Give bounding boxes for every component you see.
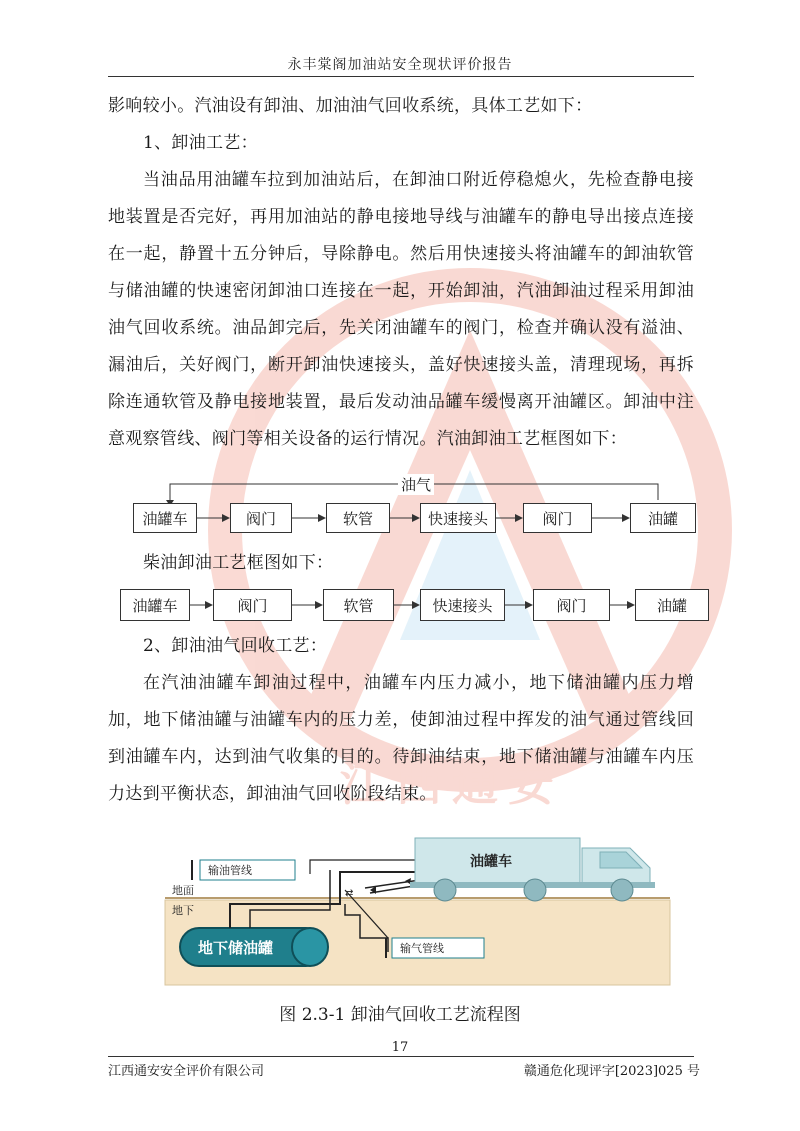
diesel-intro-block bbox=[108, 545, 694, 582]
diesel-step-quick-coupling: 快速接头 bbox=[420, 589, 505, 621]
vapor-recovery-illustration bbox=[160, 830, 680, 990]
heading-vapor-recovery: 2、卸油油气回收工艺： bbox=[143, 636, 328, 656]
underground-label: 地下 bbox=[172, 904, 194, 917]
paragraph-unloading: 当油品用油罐车拉到加油站后，在卸油口附近停稳熄火，先检查静电接地装置是否完好，再用加油站的静电接地导线与油罐车的静电导出接点连接在一起，静置十五分钟后，导除静电。然后用快速接头将油罐车的卸油软管与储油罐的快速密闭卸油口连接在一起，开始卸油，汽油卸油过程采用卸油油气回收系统。油品卸完后，先关闭油罐车的阀门，检查并确认没有溢油、漏油后，关好阀门，断开卸油快速接头，盖好快速接头盖，清理现场，再拆除连通软管及静电接地装置，最后发动油品罐车缓慢离开油罐区。卸油中注意观察管线、阀门等相关设备的运行情况。汽油卸油工艺框图如下： bbox=[108, 170, 694, 449]
vapor-recovery-block bbox=[108, 628, 694, 813]
footer-company: 江西通安安全评价有限公司 bbox=[108, 1064, 265, 1079]
gasoline-step-valve-1: 阀门 bbox=[230, 503, 292, 533]
tank-label: 地下储油罐 bbox=[198, 939, 274, 957]
paragraph-vapor-recovery: 在汽油油罐车卸油过程中，油罐车内压力减小，地下储油罐内压力增加，地下储油罐与油罐车内的压力差，使卸油过程中挥发的油气通过管线回到油罐车内，达到油气收集的目的。待卸油结束，地下储油罐与油罐车内压力达到平衡状态，卸油油气回收阶段结束。 bbox=[108, 673, 694, 804]
footer-doc-number: 赣通危化现评字[2023]025 号 bbox=[523, 1064, 700, 1079]
diesel-intro: 柴油卸油工艺框图如下： bbox=[143, 553, 334, 573]
gasoline-step-tanker: 油罐车 bbox=[133, 503, 197, 533]
gasoline-step-hose: 软管 bbox=[326, 503, 390, 533]
truck-label: 油罐车 bbox=[470, 854, 512, 870]
heading-unloading: 1、卸油工艺： bbox=[143, 133, 258, 153]
diesel-step-valve-1: 阀门 bbox=[213, 589, 292, 621]
footer-rule bbox=[108, 1056, 694, 1057]
vapor-pipe-label: 输气管线 bbox=[400, 942, 444, 955]
diesel-step-tank: 油罐 bbox=[635, 589, 709, 621]
diesel-step-valve-2: 阀门 bbox=[533, 589, 610, 621]
watermark-text: 江西通安 bbox=[340, 757, 564, 811]
oil-pipe-label: 输油管线 bbox=[208, 864, 252, 877]
page-number: 17 bbox=[391, 1040, 409, 1055]
truck-wheel-1 bbox=[434, 879, 456, 901]
gasoline-step-tank: 油罐 bbox=[630, 503, 696, 533]
header-rule bbox=[108, 76, 694, 77]
ground-label: 地面 bbox=[172, 884, 194, 897]
figure-caption: 图 2.3-1 卸油气回收工艺流程图 bbox=[279, 1005, 521, 1025]
gasoline-step-quick-coupling: 快速接头 bbox=[420, 503, 496, 533]
gasoline-step-valve-2: 阀门 bbox=[523, 503, 592, 533]
page-header: 永丰棠阁加油站安全现状评价报告 bbox=[287, 57, 513, 73]
body-text bbox=[108, 88, 694, 458]
diesel-step-hose: 软管 bbox=[323, 589, 394, 621]
diesel-step-tanker: 油罐车 bbox=[120, 589, 190, 621]
paragraph-intro: 影响较小。汽油设有卸油、加油油气回收系统，具体工艺如下： bbox=[108, 96, 593, 116]
truck-wheel-2 bbox=[524, 879, 546, 901]
svg-text:⇄: ⇄ bbox=[345, 888, 354, 899]
truck-wheel-3 bbox=[611, 879, 633, 901]
vapor-return-label: 油气 bbox=[398, 474, 434, 495]
